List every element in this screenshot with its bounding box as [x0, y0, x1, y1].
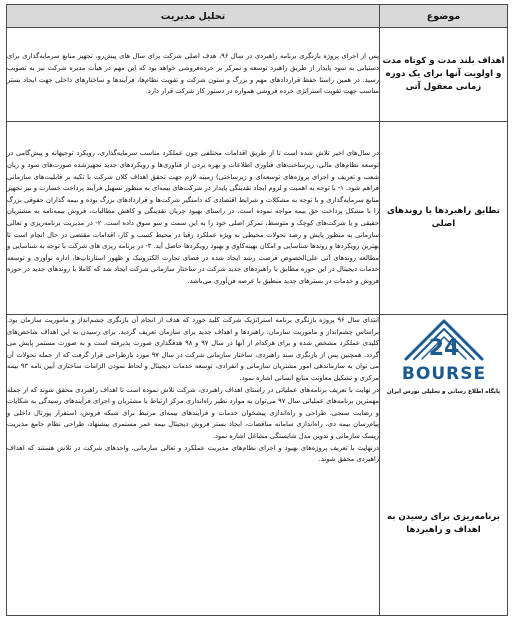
- analysis-cell: [7, 315, 380, 616]
- management-analysis-table: [6, 4, 508, 616]
- topic-cell: [380, 315, 508, 616]
- table-row: [7, 315, 508, 616]
- analysis-cell: [7, 28, 380, 122]
- topic-cell: [380, 28, 508, 122]
- row-topic-trends: تطابق راهبردها با روندهای اصلی: [386, 206, 501, 229]
- analysis-paragraph: پس از اجرای پروژه بازنگری برنامه راهبردی در سال ۹۶، هدف اصلی شرکت برای سال های پیش‌رو، تجهیز منابع سرمایه‌گذاری برای دستیابی به سود پایدار از طریق راهبرد توسعه و تمرکز بر خرده‌فروشی خواهد بود که این مهم در هیأت مدیره شرکت نیز به تصویب رسید. در همین راستا حفظ قراردادهای مهم و بزرگ و ستون شرکت و تقویت نظام‌ها، فرآیندها و ساختارهای داخلی جهت ایجاد بستر مناسب جهت تقویت استراتژی خرده فروشی همواره در دستور کار شرکت قرار دارد.: [7, 52, 379, 96]
- topic-column-header: موضوع: [380, 5, 508, 28]
- table-header-row: [7, 5, 508, 28]
- row-topic-planning: برنامه‌ریزی برای رسیدن به اهداف و راهبردها: [387, 512, 500, 535]
- table-row: [7, 28, 508, 122]
- logo-wordmark: BOURSE: [401, 364, 486, 384]
- logo-numeral: 24: [428, 336, 459, 361]
- analysis-column-header: تحلیل مدیریت: [7, 5, 380, 28]
- table-row: [7, 122, 508, 315]
- logo-caption: پایگاه اطلاع رسانی و تحلیلی بورس ایران: [386, 389, 501, 395]
- analysis-paragraph: درنهایت با تعریف پروژه‌های بهبود و اجرای نظام‌های مدیریت عملکرد و تعالی سازمانی، واحدهای شرکت در تلاش هستند که اهداف راهبردی محقق شوند.: [7, 443, 379, 464]
- analysis-cell: [7, 122, 380, 315]
- analysis-paragraph: در نهایت با تعریف برنامه‌های عملیاتی در راستای اهداف راهبردی، شرکت تلاش نموده است تا اهداف راهبردی محقق شوند که از جمله مهمترین برنامه‌های عملیاتی سال ۹۷ می‌توان به موارد نظیر راه‌اندازی مرکز ارتباط با مشتریان و اجرای فرآیندهای رسیدگی به شکایات و رضایت سنجی، طراحی و راه‌اندازی پیشخوان خدمات و فرآیندهای بیمه‌ای مرتبط برای شبکه فروش، استقرار پورتال داخلی و پیام‌رسان بیمه دی، راه‌اندازی سامانه مناقصات، ایجاد بستر فروش دیجیتال بیمه عمر مستمری پیشنهاد، طراحی نظام جامع مدیریت ریسک سازمانی و تدوین مدل شایستگی مشاغل اشاره نمود.: [7, 385, 379, 440]
- topic-cell: [380, 122, 508, 315]
- bourse24-logo: [386, 315, 502, 399]
- analysis-paragraph: در سال‌های اخیر تلاش شده است تا از طریق اقدامات مختلفی چون عملکرد مناسب سرمایه‌گذاری، رویکرد توجیهانه و پیش‌گامی در توسعه نظام‌های مالی، زیرساخت‌های فناوری اطلاعات و بهره بردن از فناوری‌ها و رویکردهای جدید تجهیزشده صورت‌های سود و زیان شعب و تعریف و اجرای پروژه‌های توسعه‌ای و زیرساختی) زمینه لازم جهت تحقق اهداف کلان شرکت با تکیه بر قابلیت‌های سازمانی فراهم شود. ۱- با توجه به اهمیت و لزوم ایجاد نقدینگی پایدار در شرکت‌های بیمه‌ای به منظور تسهیل فرآیند پرداخت خسارت و نیز تجهیز منابع سرمایه‌گذاری و با توجه به مشکلات و شرایط اقتصادی که دامنگیر شرکت‌ها و قراردادهای بزرگ بوده و بیمه گذاران حقوقی بزرگ را با مشکل پرداخت حق بیمه مواجه نموده است، در راستای بهبود جریان نقدینگی و کاهش مطالبات، فروش بیمه‌نامه به مشتریان حقیقی و یا شرکت‌های کوچک و متوسط، تمرکز اصلی خود را به این سمت و سو سوق داده است. ۲- در مدیریت برنامه‌ریزی و تعالی سازمانی به منظور پایش و رصد تحولات محیطی به ویژه عملکرد رقبا در محیط کسب و کار، اقدامات مقتضی در حال انجام است تا بهترین رویکردها و روندها شناسایی و امکان بهینه‌کاوی و بهبود رویکردها حاصل آید. ۳- در برنامه ریزی های شرکت با توجه به شناسایی و مطالعه روندهای آتی علی‌الخصوص فرصت رشد ایجاد شده در فضای تجارت الکترونیک و ظهور استارتاپ‌ها، اداره نوآوری و توسعه خدمات دیجیتال در این حوزه مطابق با راهبردهای جدید شرکت در ساختار سازمانی شرکت ایجاد شد که کاملا با روندهای جدید در حوزه فروش و خدمات در بسترهای جدید منطبق با عرصه فن‌آوری می‌باشد.: [7, 149, 380, 285]
- row-topic-goals: اهداف بلند مدت و کوتاه مدت و اولویت آنها برای یک دوره زمانی معقول آتی: [382, 56, 505, 92]
- bourse24-logo-icon: [386, 315, 502, 385]
- analysis-paragraph: ابتدای سال ۹۶ پروژه بازنگری برنامه استراتژیک شرکت کلید خورد که هدف از انجام آن بازنگری چشم‌انداز و ماموریت سازمان بود. براساس چشم‌انداز و ماموریت سازمان، راهبردها و اهداف جدید برای سازمان تعریف گردید. برای رسیدن به این اهداف شاخص‌های کلیدی عملکرد مشخص شده و برای هرکدام از آنها در سال ۹۷ و ۹۸ هدفگذاری صورت پذیرفته است و به صورت مستمر پایش می گردد. همچنین پس از بازنگری سند راهبردی، ساختار سازمانی شرکت در سال ۹۷ مورد بازطراحی قرار گرفت که از جمله تحولات آن می توان به سازماندهی امور مشتریان سازمانی و انفرادی، توسعه خدمات دیجیتال و لحاظ نمودن الزامات ساختاری آیین نامه ۹۳ بیمه مرکزی و تشکیل معاونت منابع انسانی اشاره نمود.: [7, 316, 380, 382]
